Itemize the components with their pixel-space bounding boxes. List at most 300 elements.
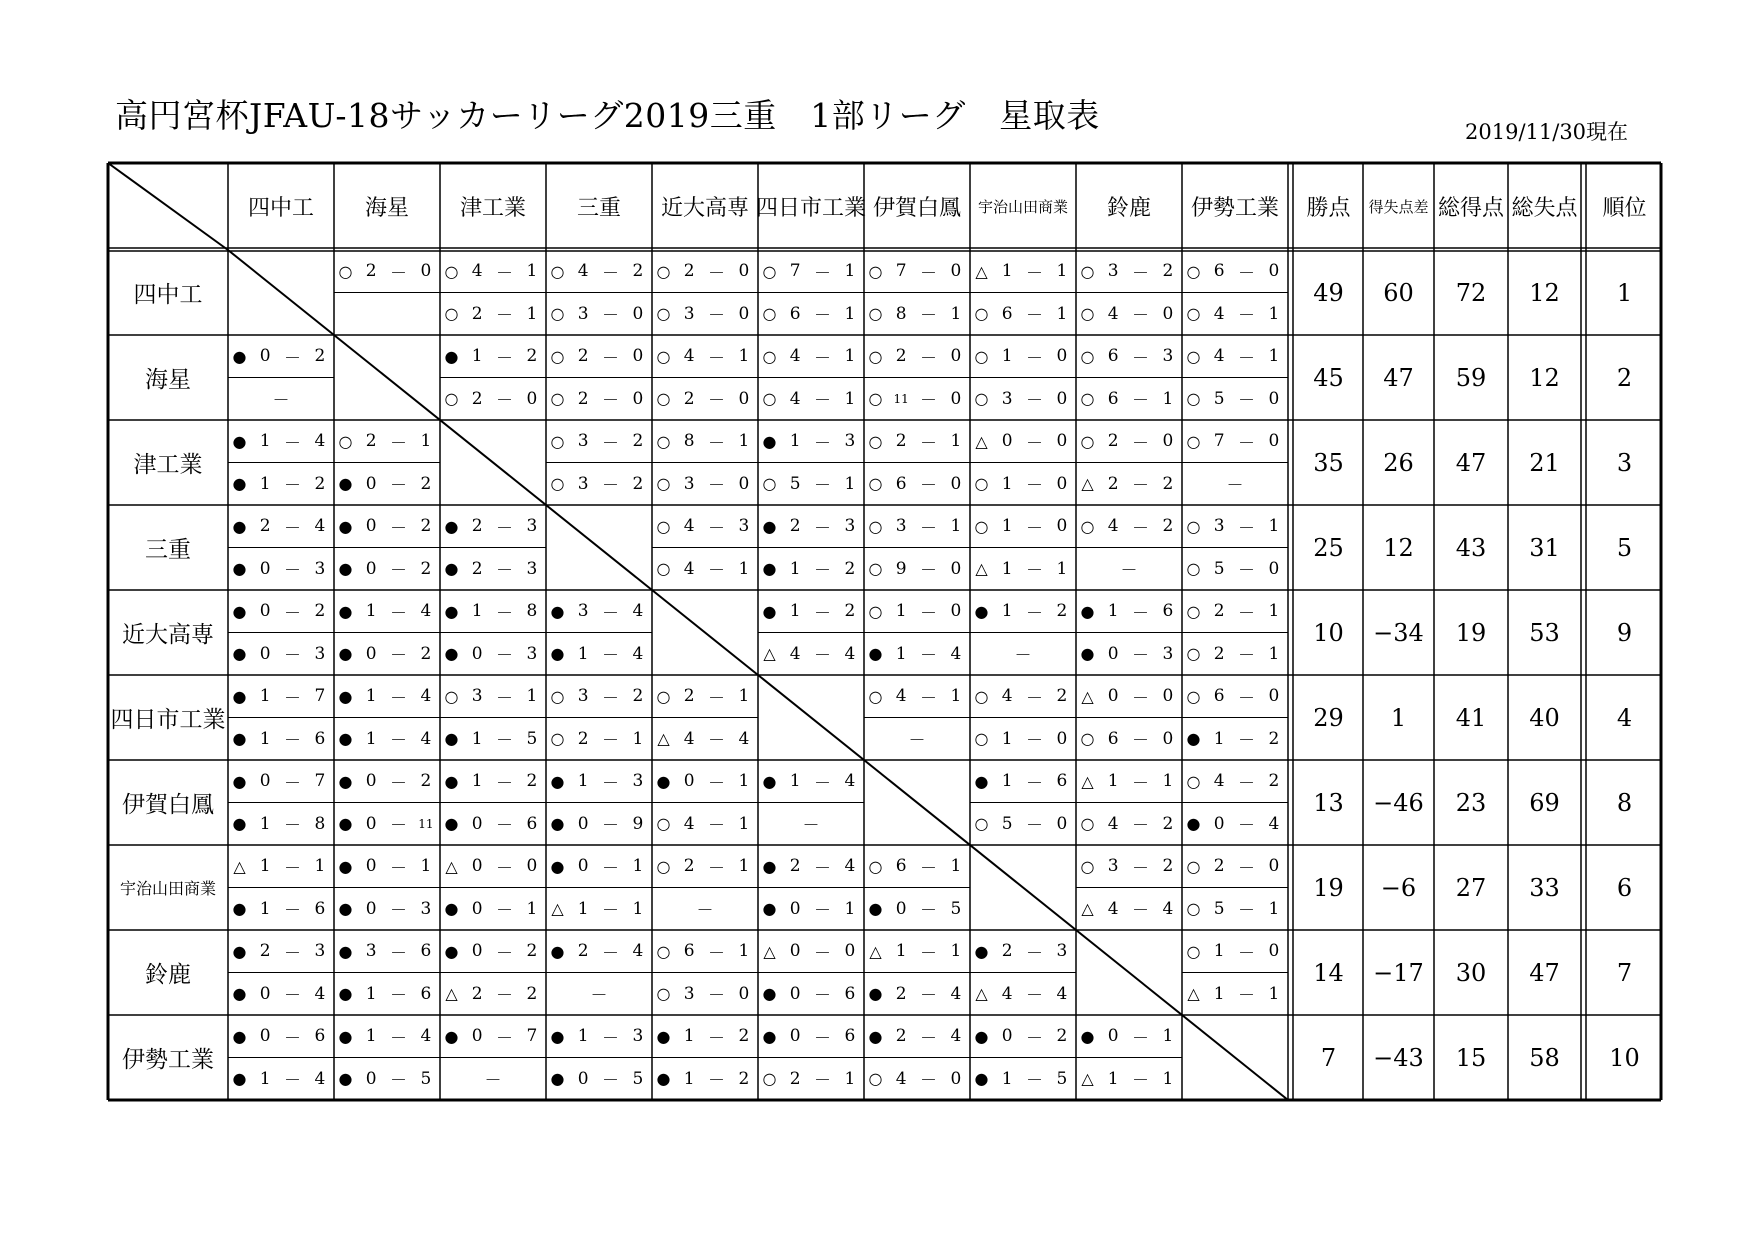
result-mark: ● (762, 899, 777, 919)
score-dash: － (707, 391, 725, 412)
goals-for: 1 (259, 686, 271, 707)
match-result (334, 803, 440, 846)
match-result (652, 718, 758, 761)
goals-for: 1 (471, 728, 483, 749)
column-header-team: 宇治山田商業 (977, 198, 1068, 216)
goals-against: 0 (1056, 813, 1068, 834)
standing-value: 12 (1529, 363, 1560, 392)
match-result (228, 335, 334, 378)
goals-for: 1 (1213, 983, 1225, 1004)
result-mark: ● (444, 771, 459, 791)
match-result (228, 1058, 334, 1101)
match-result (440, 378, 546, 421)
match-result (546, 250, 652, 293)
standing-value: 7 (1320, 1043, 1337, 1072)
goals-against: 6 (844, 983, 856, 1004)
goals-against: 0 (1268, 261, 1280, 282)
goals-against: 2 (632, 473, 644, 494)
result-mark: ○ (1186, 431, 1201, 451)
goals-for: 1 (365, 601, 377, 622)
goals-against: 4 (1056, 983, 1068, 1004)
match-result (1182, 293, 1288, 336)
goals-for: 1 (1107, 771, 1119, 792)
goals-for: 1 (471, 771, 483, 792)
goals-for: 0 (789, 898, 801, 919)
goals-for: 2 (577, 728, 589, 749)
goals-against: 0 (1268, 431, 1280, 452)
result-mark: ● (550, 601, 565, 621)
goals-against: 1 (950, 431, 962, 452)
goals-for: 3 (683, 983, 695, 1004)
standing-value: 31 (1529, 533, 1560, 562)
goals-against: 0 (632, 388, 644, 409)
result-mark: ○ (974, 346, 989, 366)
goals-for: 2 (1213, 643, 1225, 664)
standing-value: 40 (1529, 703, 1560, 732)
goals-against: 0 (950, 388, 962, 409)
goals-for: 6 (789, 303, 801, 324)
result-mark: ● (444, 601, 459, 621)
goals-against: 11 (418, 816, 434, 831)
match-result (546, 845, 652, 888)
result-mark: ○ (868, 474, 883, 494)
standing-value: 60 (1383, 278, 1414, 307)
goals-for: 0 (365, 771, 377, 792)
match-result (440, 293, 546, 336)
result-mark: ● (338, 771, 353, 791)
result-mark: ● (444, 644, 459, 664)
goals-against: 0 (420, 261, 432, 282)
score-dash: － (283, 731, 301, 752)
match-result (652, 548, 758, 591)
result-mark: ● (550, 1069, 565, 1089)
score-dash: － (495, 518, 513, 539)
result-mark: △ (763, 941, 776, 961)
goals-against: 3 (314, 643, 326, 664)
result-mark: ○ (550, 729, 565, 749)
goals-for: 4 (789, 346, 801, 367)
result-mark: ● (338, 941, 353, 961)
match-result (864, 505, 970, 548)
result-mark: ○ (868, 346, 883, 366)
match-result (758, 378, 864, 421)
goals-for: 2 (577, 941, 589, 962)
goals-for: 1 (577, 1026, 589, 1047)
result-mark: ● (974, 1069, 989, 1089)
score-dash: － (707, 433, 725, 454)
result-mark: ○ (550, 686, 565, 706)
match-result (546, 675, 652, 718)
match-result (864, 675, 970, 718)
match-result (652, 1058, 758, 1101)
result-mark: ○ (656, 346, 671, 366)
goals-against: 3 (844, 516, 856, 537)
goals-against: 1 (844, 261, 856, 282)
goals-against: 5 (950, 898, 962, 919)
result-mark: ○ (868, 516, 883, 536)
match-result (1076, 888, 1182, 931)
goals-against: 1 (738, 813, 750, 834)
goals-against: 2 (420, 771, 432, 792)
match-result (440, 590, 546, 633)
score-dash: － (1237, 943, 1255, 964)
goals-against: 1 (844, 346, 856, 367)
match-result (228, 718, 334, 761)
goals-against: 0 (950, 261, 962, 282)
match-result (440, 250, 546, 293)
goals-against: 0 (950, 601, 962, 622)
match-result (334, 973, 440, 1016)
match-result (1182, 930, 1288, 973)
result-mark: ● (762, 559, 777, 579)
match-result (1076, 1058, 1182, 1101)
goals-for: 0 (365, 1068, 377, 1089)
standing-value: 3 (1616, 448, 1633, 477)
goals-against: 2 (526, 771, 538, 792)
goals-for: 1 (789, 558, 801, 579)
result-mark: ● (974, 601, 989, 621)
goals-against: 4 (632, 941, 644, 962)
goals-for: 1 (789, 431, 801, 452)
score-dash: － (813, 348, 831, 369)
score-dash: － (919, 858, 937, 879)
result-mark: ○ (1186, 304, 1201, 324)
goals-against: 4 (314, 431, 326, 452)
goals-against: 4 (632, 643, 644, 664)
score-dash: － (389, 433, 407, 454)
goals-for: 1 (365, 686, 377, 707)
match-result (334, 633, 440, 676)
result-mark: △ (1081, 771, 1094, 791)
goals-for: 4 (577, 261, 589, 282)
match-result (652, 378, 758, 421)
goals-for: 3 (365, 941, 377, 962)
score-dash: － (919, 433, 937, 454)
standing-value: 19 (1455, 618, 1487, 647)
goals-for: 0 (259, 643, 271, 664)
goals-against: 1 (1056, 558, 1068, 579)
goals-for: 1 (365, 728, 377, 749)
match-result (1182, 760, 1288, 803)
row-header-team: 宇治山田商業 (119, 879, 216, 898)
goals-for: 3 (683, 303, 695, 324)
result-mark: ● (974, 771, 989, 791)
standing-value: −34 (1373, 618, 1424, 647)
result-mark: ● (338, 1069, 353, 1089)
result-mark: ○ (762, 389, 777, 409)
result-mark: ○ (868, 559, 883, 579)
result-mark: △ (763, 644, 776, 664)
goals-against: 2 (420, 643, 432, 664)
score-dash: － (1131, 518, 1149, 539)
goals-for: 1 (259, 1068, 271, 1089)
score-dash: － (495, 731, 513, 752)
score-dash: － (813, 858, 831, 879)
result-mark: ○ (1080, 516, 1095, 536)
match-result (546, 420, 652, 463)
match-result (864, 293, 970, 336)
goals-for: 2 (683, 388, 695, 409)
score-dash: － (283, 561, 301, 582)
goals-for: 2 (365, 261, 377, 282)
score-dash: － (1025, 731, 1043, 752)
score-dash: － (707, 1028, 725, 1049)
goals-for: 6 (1001, 303, 1013, 324)
goals-against: 1 (1162, 388, 1174, 409)
goals-for: 1 (259, 431, 271, 452)
as-of-date: 2019/11/30現在 (1465, 120, 1629, 144)
score-dash: － (495, 943, 513, 964)
goals-for: 0 (1213, 813, 1225, 834)
score-dash: － (495, 816, 513, 837)
result-mark: ○ (1186, 346, 1201, 366)
goals-for: 4 (789, 388, 801, 409)
goals-for: 2 (1107, 431, 1119, 452)
goals-for: 4 (1213, 303, 1225, 324)
score-dash: － (601, 1028, 619, 1049)
score-dash: － (601, 476, 619, 497)
match-result (334, 505, 440, 548)
score-dash: － (389, 646, 407, 667)
match-result (864, 463, 970, 506)
goals-for: 2 (259, 941, 271, 962)
goals-for: 1 (1213, 728, 1225, 749)
result-mark: ● (656, 1026, 671, 1046)
match-result (1182, 803, 1288, 846)
goals-against: 1 (1268, 303, 1280, 324)
goals-against: 1 (844, 303, 856, 324)
result-mark: ● (232, 431, 247, 451)
goals-for: 0 (365, 856, 377, 877)
goals-against: 0 (1056, 516, 1068, 537)
match-result (1076, 420, 1182, 463)
score-dash: － (1025, 816, 1043, 837)
result-mark: ● (338, 984, 353, 1004)
goals-against: 2 (632, 261, 644, 282)
standing-value: 5 (1616, 533, 1633, 562)
score-dash: － (813, 646, 831, 667)
goals-for: 2 (471, 558, 483, 579)
standing-value: 69 (1529, 788, 1560, 817)
goals-against: 2 (738, 1068, 750, 1089)
result-mark: ● (550, 814, 565, 834)
result-mark: ○ (1186, 644, 1201, 664)
score-dash: － (813, 561, 831, 582)
result-mark: △ (445, 856, 458, 876)
match-result (1076, 335, 1182, 378)
goals-for: 6 (683, 941, 695, 962)
match-result (546, 760, 652, 803)
goals-for: 0 (471, 941, 483, 962)
goals-for: 4 (683, 346, 695, 367)
goals-against: 0 (738, 388, 750, 409)
result-mark: △ (975, 261, 988, 281)
goals-for: 1 (683, 1026, 695, 1047)
standing-value: 9 (1616, 618, 1633, 647)
match-result (1076, 803, 1182, 846)
goals-for: 2 (577, 346, 589, 367)
match-result (546, 590, 652, 633)
goals-for: 1 (365, 1026, 377, 1047)
goals-for: 1 (1001, 261, 1013, 282)
standing-value: 10 (1313, 618, 1344, 647)
result-mark: ○ (974, 304, 989, 324)
match-result (546, 718, 652, 761)
score-dash: － (1025, 943, 1043, 964)
score-dash: － (601, 858, 619, 879)
score-dash: － (707, 731, 725, 752)
score-dash: － (1025, 391, 1043, 412)
standing-value: 1 (1616, 278, 1633, 307)
row-header-team: 津工業 (133, 452, 203, 478)
score-dash: － (283, 1071, 301, 1092)
match-result (440, 633, 546, 676)
standing-value: 21 (1529, 448, 1560, 477)
result-mark: ● (232, 814, 247, 834)
result-mark: △ (975, 559, 988, 579)
goals-against: 0 (1162, 303, 1174, 324)
match-result (546, 335, 652, 378)
score-dash: － (1131, 731, 1149, 752)
score-dash: － (389, 773, 407, 794)
goals-against: 2 (420, 558, 432, 579)
result-mark: ● (232, 1026, 247, 1046)
standing-value: −46 (1373, 788, 1424, 817)
match-result (970, 335, 1076, 378)
goals-for: 4 (683, 728, 695, 749)
score-dash: － (283, 773, 301, 794)
score-dash: － (1237, 858, 1255, 879)
result-mark: ○ (1186, 559, 1201, 579)
result-mark: ○ (656, 814, 671, 834)
result-mark: ○ (656, 686, 671, 706)
result-mark: ● (762, 984, 777, 1004)
match-result (334, 250, 440, 293)
match-result (758, 293, 864, 336)
result-mark: ● (338, 686, 353, 706)
goals-for: 3 (1213, 516, 1225, 537)
standing-value: 12 (1383, 533, 1414, 562)
goals-for: 3 (1107, 261, 1119, 282)
page-title: 高円宮杯JFAU-18サッカーリーグ2019三重 1部リーグ 星取表 (115, 96, 1100, 135)
score-dash: － (601, 901, 619, 922)
goals-against: 3 (1162, 346, 1174, 367)
goals-against: 3 (1056, 941, 1068, 962)
goals-against: 0 (1056, 346, 1068, 367)
match-result (970, 930, 1076, 973)
goals-against: 0 (1056, 473, 1068, 494)
column-header-stat: 総得点 (1437, 196, 1504, 221)
goals-for: 5 (1213, 388, 1225, 409)
result-mark: ○ (444, 686, 459, 706)
match-result (652, 1015, 758, 1058)
score-dash: － (1237, 518, 1255, 539)
column-header-team: 伊勢工業 (1190, 196, 1279, 221)
goals-against: 1 (314, 856, 326, 877)
result-mark: ● (232, 729, 247, 749)
result-mark: ○ (868, 856, 883, 876)
goals-for: 1 (1001, 728, 1013, 749)
goals-for: 1 (789, 771, 801, 792)
match-result (970, 293, 1076, 336)
match-result (864, 548, 970, 591)
score-dash: － (1131, 646, 1149, 667)
score-dash: － (389, 263, 407, 284)
match-result (970, 718, 1076, 761)
result-mark: △ (1081, 1069, 1094, 1089)
result-mark: △ (1081, 474, 1094, 494)
goals-against: 2 (1162, 856, 1174, 877)
goals-against: 1 (738, 941, 750, 962)
goals-against: 2 (1056, 686, 1068, 707)
goals-against: 2 (314, 346, 326, 367)
score-dash: － (813, 603, 831, 624)
result-mark: ○ (656, 389, 671, 409)
goals-for: 1 (895, 941, 907, 962)
result-mark: △ (1187, 984, 1200, 1004)
goals-for: 0 (259, 1026, 271, 1047)
goals-for: 0 (789, 1026, 801, 1047)
match-result (1182, 378, 1288, 421)
result-mark: ● (338, 474, 353, 494)
standing-value: 2 (1616, 363, 1633, 392)
unplayed-dash: － (908, 731, 926, 752)
goals-for: 2 (789, 856, 801, 877)
score-dash: － (389, 476, 407, 497)
goals-against: 0 (950, 346, 962, 367)
goals-against: 2 (1268, 771, 1280, 792)
goals-for: 5 (789, 473, 801, 494)
score-dash: － (707, 306, 725, 327)
goals-against: 5 (1056, 1068, 1068, 1089)
match-result (1076, 718, 1182, 761)
goals-against: 4 (314, 516, 326, 537)
result-mark: ○ (1080, 729, 1095, 749)
score-dash: － (495, 688, 513, 709)
goals-against: 0 (1268, 686, 1280, 707)
column-header-team: 三重 (576, 196, 621, 221)
column-header-team: 近大高専 (660, 196, 749, 221)
match-result (546, 378, 652, 421)
goals-for: 0 (365, 643, 377, 664)
goals-against: 0 (738, 261, 750, 282)
goals-for: 4 (683, 516, 695, 537)
goals-for: 2 (895, 983, 907, 1004)
result-mark: ○ (656, 474, 671, 494)
goals-against: 5 (632, 1068, 644, 1089)
goals-against: 4 (1268, 813, 1280, 834)
goals-against: 0 (738, 303, 750, 324)
result-mark: △ (975, 984, 988, 1004)
score-dash: － (283, 603, 301, 624)
goals-against: 0 (1268, 941, 1280, 962)
goals-for: 8 (683, 431, 695, 452)
match-result (1076, 675, 1182, 718)
result-mark: ○ (1186, 941, 1201, 961)
score-dash: － (601, 816, 619, 837)
score-dash: － (283, 476, 301, 497)
match-result (546, 1015, 652, 1058)
match-result (758, 760, 864, 803)
goals-against: 1 (1162, 771, 1174, 792)
match-result (970, 463, 1076, 506)
goals-against: 1 (526, 303, 538, 324)
result-mark: ○ (656, 856, 671, 876)
goals-against: 2 (526, 346, 538, 367)
goals-for: 4 (1107, 516, 1119, 537)
goals-against: 0 (950, 473, 962, 494)
score-dash: － (283, 348, 301, 369)
